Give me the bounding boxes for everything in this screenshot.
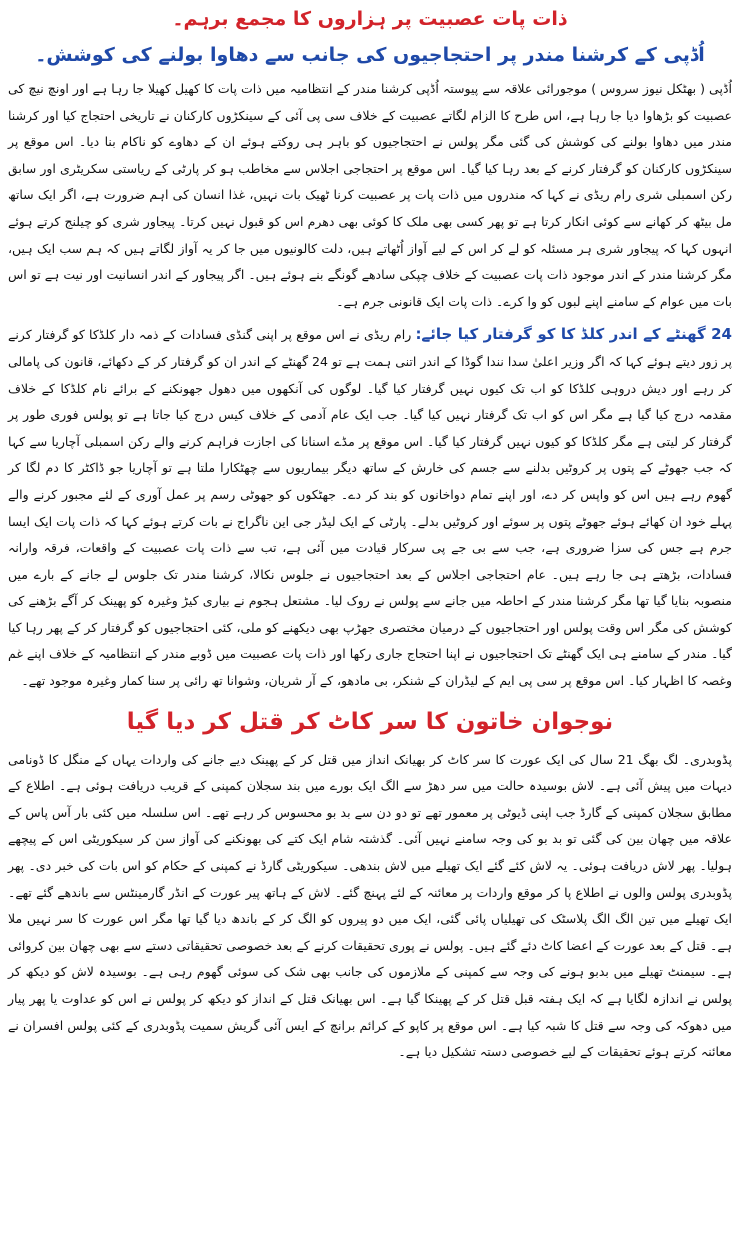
article1-inline-heading: 24 گھنٹے کے اندر کلڈ کا کو گرفتار کیا جائے: bbox=[415, 325, 732, 344]
article1-paragraph2-block bbox=[8, 321, 732, 694]
article2-headline: نوجوان خاتون کا سر کاٹ کر قتل کر دیا گیا bbox=[126, 708, 614, 735]
article1-subheadline: اُڈپی کے کرشنا مندر پر احتجاجیوں کی جانب سے دھاوا بولنے کی کوشش۔ bbox=[35, 44, 705, 66]
article2-paragraph1: پڈوبدری۔ لگ بھگ 21 سال کی ایک عورت کا سر کاٹ کر بھیانک انداز میں قتل کر کے پھینک دیے جانے کی واردات یہاں کے منگل کا ڈونامی دیہات میں پیش آئی ہے۔ لاش بوسیدہ حالت میں سر دھڑ سے الگ ایک بورے میں بند سجلان کمپنی کے قریب دریافت ہوئی ہے۔ اطلاع کے مطابق سجلان کمپنی کے گارڈ جب اپنی ڈیوٹی پر معمور تھے تو دو دن سے بد بو محسوس کر رہے تھے۔ اس سلسلہ میں کئی بار آس پاس کے علاقہ میں چھان بین کی گئی تو بد بو کی وجہ سامنے نہیں آئی۔ گذشتہ شام ایک کتے کی بھونکنے کی آواز سن کر سیکوریٹی اس کے پیچھے ہولیا۔ پھر لاش دریافت ہوئی۔ یہ لاش کئے گئے ایک تھیلے میں لاش بندھی۔ سیکوریٹی گارڈ نے کمپنی کے حکام کو اس بات کی خبر دی۔ پھر پڈوبدری پولس والوں نے اطلاع پا کر موقع واردات پر معائنہ کے لئے پہنچ گئے۔ لاش کے ہاتھ پیر عورت کے انڈر گارمینٹس سے باندھے گئے تھے۔ ایک تھیلے میں تین الگ الگ پلاسٹک کی تھیلیاں پائی گئی، ایک میں دو پیروں کو الگ کر کے باندھ دیا گیا تھا مگر اس عورت کا سر نہیں ملا ہے۔ قتل کے بعد عورت کے اعضا کاٹ دئے گئے ہیں۔ پولس نے پوری تحقیقات کرنے کے بعد خصوصی تحقیقاتی دستے سے بھی چھان بین کروائی ہے۔ سیمنٹ تھیلے میں بدبو ہونے کی وجہ سے کمپنی کے ملازموں کی جانب بھی شک کی سوئی گھوم رہی ہے۔ بوسیدہ لاش کو دیکھ کر پولس نے اندازہ لگایا ہے کہ ایک ہفتہ قبل قتل کر کے پھینکا گیا ہے۔ اس بھیانک قتل کے انداز کو دیکھ کر پولس نے اس کو عداوت یا پھر پیار میں دھوکہ کی وجہ سے قتل کا شبہ کیا ہے۔ اس موقع پر کاپو کے کرائم برانچ کے ایس آئی گریش سمیت پڈوبدری کے کئی پولس افسران نے معائنہ کرتے ہوئے تحقیقات کے لیے خصوصی دستہ تشکیل دیا ہے۔ bbox=[8, 751, 732, 1060]
article1-paragraph2: رام ریڈی نے اس موقع پر اپنی گنڈی فسادات کے ذمہ دار کلڈکا کو گرفتار کرنے پر زور دیتے ہوئے کہا کہ اگر وزیر اعلیٰ سدا نندا گوڈا کے اندر اتنی ہمت ہے تو 24 گھنٹے کے اندر ان کو گرفتار کر کے دکھائے، قانون کی پامالی کر رہے اور دیش دروہی کلڈکا کو اب تک کیوں نہیں گرفتار کیا گیا۔ لوگوں کی آنکھوں میں دھول جھونکنے کے برائے نام کلڈکا کے خلاف مقدمہ درج کیا گیا ہے مگر اس کو اب تک گرفتار نہیں کیا گیا۔ جب ایک عام آدمی کے خلاف کیس درج کیا جاتا ہے تو پولس فوری طور پر گرفتار کر لیتی ہے مگر کلڈکا کو کیوں نہیں گرفتار کیا گیا۔ اس موقع پر مڈے اسنانا کی اجازت فراہم کرنے والے رکن اسمبلی آچاریا سے کہا کہ جب جھوٹے کے پتوں پر کروٹیں بدلنے سے جسم کی خارش کے ساتھ دیگر بیماریوں سے چھٹکارا ملتا ہے تو آچاریا جو ڈاکٹر کا دم لگا کر گھوم رہے ہیں اس کو واپس کر دے، اور اپنے تمام دواخانوں کو بند کر دے۔ جھٹکوں کو جھوٹی رسم پر عمل آوری کے لئے مجبور کرنے والے پہلے خود ان کھائے ہوئے جھوٹے پتوں پر سوئے اور کروٹیں بدلے۔ پارٹی کے ایک لیڈر جی این ناگراج نے بات کرتے ہوئے کہا کہ ذات پات ایک ایسا جرم ہے جس کی سزا ضروری ہے، جب سے بی جے پی سرکار قیادت میں آئی ہے، تب سے ذات پات عصبیت کے واقعات، فرقہ وارانہ فسادات، بڑھتے ہی جا رہے ہیں۔ عام احتجاجی اجلاس کے بعد احتجاجیوں نے جلوس نکالا، کرشنا مندر تک جلوس لے جانے کے بارے میں منصوبہ بنایا گیا تھا مگر کرشنا مندر کے احاطہ میں جانے سے پولس نے روک لیا۔ مشتعل ہجوم نے بیاری کیڑ وغیرہ کو پھینک کر آگے بڑھنے کی کوشش کی مگر اس وقت پولس اور احتجاجیوں کے درمیان مختصری جھڑپ بھی دیکھنے کو ملی، کئی احتجاجیوں کو گرفتار کر کے پھر رہا کیا گیا۔ مندر کے سامنے ہی ایک گھنٹے تک احتجاجیوں نے اپنا احتجاج جاری رکھا اور ذات پات عصبیت میں ڈوبے مندر کے انتظامیہ کے خلاف اپنے غم وغصہ کا اظہار کیا۔ اس موقع پر سی پی ایم کے لیڈران کے شنکر، بی مادھو، کے آر شریان، وشوانا تھ رائی پر سنا کمار وغیرہ موجود تھے۔ bbox=[8, 327, 732, 689]
article1-paragraph1: اُڈپی ( بھٹکل نیوز سروس ) موجورائی علاقہ سے پیوستہ اُڈپی کرشنا مندر کے انتظامیہ میں ذات پات کا کھیل کھیلا جا رہا ہے اور اونچ نیچ کی عصبیت کو بڑھاوا دیا جا رہا ہے، اس طرح کا الزام لگاتے عصبیت کے خلاف سی پی آئی کے سینکڑوں کارکنان نے تاریخی احتجاج کیا اور کرشنا مندر میں دھاوا بولنے کی کوشش کی گئی مگر پولس نے احتجاجیوں کو باہر ہی روکتے ہوئے ان کے دھاوے کو ناکام بنا دیا۔ اس موقع پر سینکڑوں کارکنان کو گرفتار کرنے کے بعد رہا کیا گیا۔ اس موقع پر احتجاجی اجلاس سے مخاطب ہو کر پارٹی کے ریاستی سکریٹری اور سابق رکن اسمبلی شری رام ریڈی نے کہا کہ مندروں میں ذات پات پر عصبیت کرنا ٹھیک بات نہیں، غذا انسان کی اہم ضرورت ہے، اگر ایک ساتھ مل بیٹھ کر کھانے سے کوئی انکار کرتا ہے تو پھر کسی بھی ملک کا کوئی بھی دھرم اس کو قبول نہیں کرتا۔ پیجاور شری کو چیلنج کرتے ہوئے انہوں کہا کہ پیجاور شری ہر مسئلہ کو لے کر اس کے لیے آواز اُٹھاتے ہیں، دلت کالونیوں میں جا کر یہ آواز لگاتے ہیں کہ ہم سب ایک ہیں، مگر کرشنا مندر کے اندر موجود ذات پات عصبیت کے خلاف چپکی سادھے گونگے بنے ہوئے ہیں۔ اگر پیجاور کے اندر انسانیت اور نیت ہے تو اس بات میں عوام کے سامنے اپنے لبوں کو وا کرے۔ ذات پات ایک قانونی جرم ہے۔ bbox=[8, 81, 732, 309]
article1-headline: ذات پات عصبیت پر ہزاروں کا مجمع برہم۔ bbox=[172, 8, 568, 30]
